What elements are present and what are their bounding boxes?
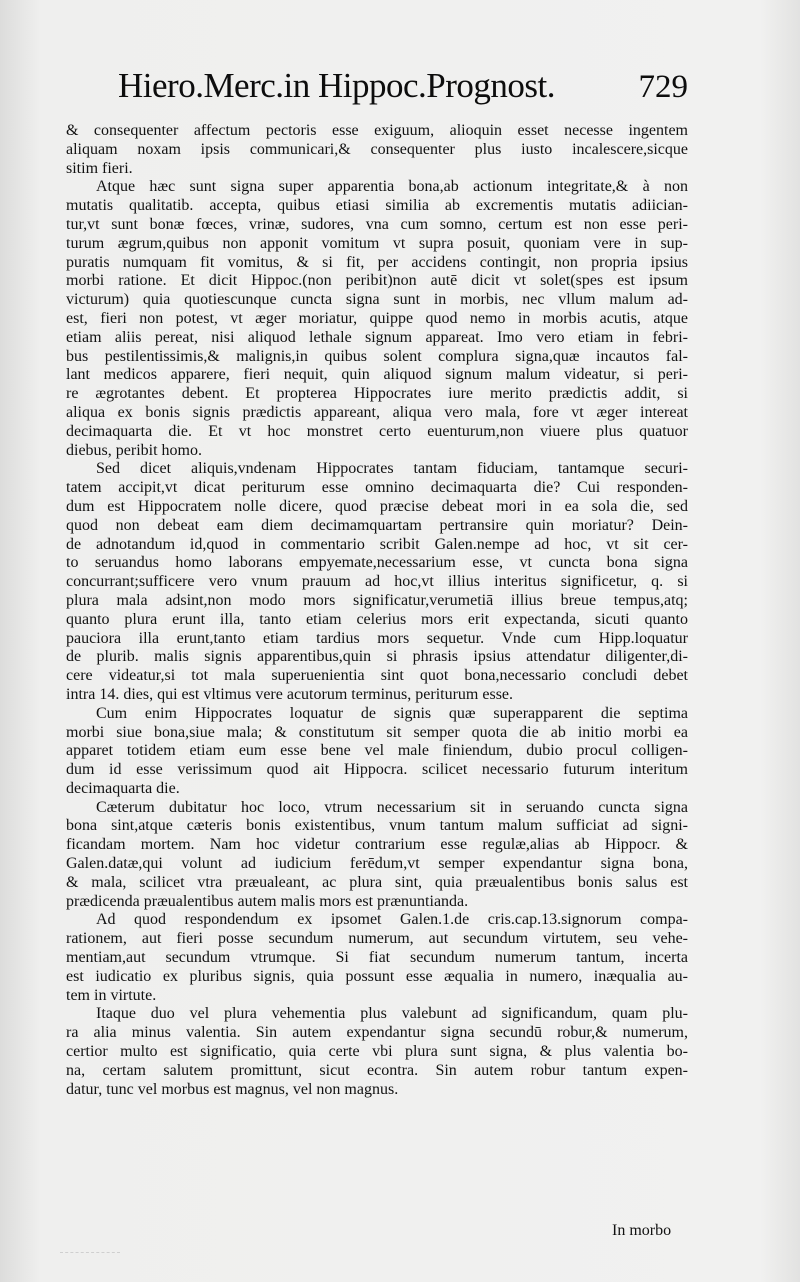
text-line: pauciora illa erunt,tanto etiam tardius mors sequetur. Vnde cum Hipp.loquatur <box>66 629 688 647</box>
text-line: quod non debeat eam diem decimamquartam pertransire quin moriatur? Dein- <box>66 516 688 534</box>
text-line: decimaquarta die. Et vt hoc monstret certo euenturum,non viuere plus quatuor <box>66 422 688 440</box>
body-text <box>66 122 688 1099</box>
running-title: Hiero.Merc.in Hippoc.Prognost. <box>118 66 556 105</box>
text-line: tur,vt sunt bonæ fœces, vrinæ, sudores, vna cum somno, certum est non esse peri- <box>66 215 688 233</box>
text-line: to seruandus homo laborans empyemate,necessarium esse, vt cuncta bona signa <box>66 554 688 572</box>
text-line: Galen.datæ,qui volunt ad iudicium ferēdum,vt semper expendantur signa bona, <box>66 855 688 873</box>
catchword: In morbo <box>612 1222 672 1239</box>
page-number: 729 <box>638 69 688 105</box>
text-line: plura mala adsint,non modo mors significatur,verumetiā illius breue tempus,atq; <box>66 591 688 609</box>
text-line: apparet totidem etiam eum esse bene vel male finiendum, dubio procul colligen- <box>66 742 688 760</box>
text-line: datur, tunc vel morbus est magnus, vel non magnus. <box>66 1080 399 1098</box>
text-line: de adnotandum id,quod in commentario scribit Galen.nempe ad hoc, vt sit cer- <box>66 535 688 553</box>
text-line: morbi ratione. Et dicit Hippoc.(non peribit)non autē dicit vt solet(spes est ipsum <box>66 272 688 290</box>
text-line: puratis numquam fit vomitus, & si fit, per accidens contingit, non propria ipsius <box>66 253 688 271</box>
text-line: aliquam noxam ipsis communicari,& consequenter plus iusto incalescere,sicque <box>66 140 688 158</box>
text-line: sitim fieri. <box>66 159 133 177</box>
text-line: dum est Hippocratem nolle dicere, quod præcise debeat mori in ea sola die, sed <box>66 497 688 515</box>
text-line: turum ægrum,quibus non apponit vomitum vt supra posuit, quoniam vere in sup- <box>66 234 688 252</box>
text-line: ra alia minus valentia. Sin autem expendantur signa secundū robur,& numerum, <box>66 1024 688 1042</box>
text-line: mentiam,aut secundum vtrumque. Si fiat secundum numerum tantum, incerta <box>66 949 688 967</box>
text-line: na, certam salutem promittunt, sicut econtra. Sin autem robur tantum expen- <box>66 1061 688 1079</box>
text-line: prædicenda præualentibus autem malis mors est prænuntianda. <box>66 892 469 910</box>
text-line: certior multo est significatio, quia certe vbi plura sunt signa, & plus valentia bo- <box>66 1043 688 1061</box>
text-line: dum id esse verissimum quod ait Hippocra. scilicet necessario futurum interitum <box>66 761 688 779</box>
text-line: quanto plura erunt illa, tanto etiam celerius mors erit expectanda, sicuti quanto <box>66 610 688 628</box>
text-line: decimaquarta die. <box>66 779 180 797</box>
text-line: diebus, peribit homo. <box>66 441 202 459</box>
text-line: cere videatur,si tot mala superuenientia sint quot bona,necessario concludi debet <box>66 667 688 685</box>
text-line: Atque hæc sunt signa super apparentia bona,ab actionum integritate,& à non <box>96 178 688 196</box>
text-line: intra 14. dies, qui est vltimus vere acutorum terminus, periturum esse. <box>66 685 514 703</box>
text-line: victurum) quia quotiescunque cuncta signa sunt in morbis, nec vllum malum ad- <box>66 291 688 309</box>
text-line: etiam aliis pereat, nisi aliquod lethale signum appareat. Imo vero etiam in febri- <box>66 328 688 346</box>
page-smudge <box>60 1232 120 1253</box>
text-line: concurrant;sufficere vero vnum prauum ad hoc,vt illius interitus significetur, q. si <box>66 573 688 591</box>
text-line: est, fieri non potest, vt æger moriatur, quippe quod nemo in morbis acutis, atque <box>66 309 688 327</box>
text-line: tatem accipit,vt dicat periturum esse omnino decimaquarta die? Cui responden- <box>66 479 688 497</box>
text-line: tem in virtute. <box>66 986 157 1004</box>
text-line: est iudicatio ex pluribus signis, quia possunt esse æqualia in numero, inæqualia au- <box>66 967 688 985</box>
text-line: bus pestilentissimis,& malignis,in quibus solent complura signa,quæ incautos fal- <box>66 347 688 365</box>
text-line: mutatis qualitatib. accepta, quibus etiasi similia ab excrementis mutatis adiician- <box>66 197 688 215</box>
text-line: Sed dicet aliquis,vndenam Hippocrates tantam fiduciam, tantamque securi- <box>96 460 688 478</box>
running-header <box>118 66 688 116</box>
text-line: & consequenter affectum pectoris esse exiguum, alioquin esset necesse ingentem <box>66 122 688 139</box>
text-line: ficandam mortem. Nam hoc videtur contrarium esse regulæ,alias ab Hippocr. & <box>66 836 688 854</box>
text-line: de plurib. malis signis apparentibus,quin si phrasis ipsius attendatur diligenter,di- <box>66 648 688 666</box>
text-line: re ægrotantes debent. Et propterea Hippocrates iure merito prædictis addit, si <box>66 385 688 403</box>
text-line: morbi siue bona,siue mala; & constitutum sit semper quota die ab initio morbi ea <box>66 723 688 741</box>
text-line: Ad quod respondendum ex ipsomet Galen.1.de cris.cap.13.signorum compa- <box>96 911 688 929</box>
text-line: Cæterum dubitatur hoc loco, vtrum necessarium sit in seruando cuncta signa <box>96 798 688 816</box>
text-line: bona sint,atque cæteris bonis existentibus, vnum tantum malum sufficiat ad signi- <box>66 817 688 835</box>
text-line: & mala, scilicet vtra præualeant, ac plura sint, quia præualentibus bonis salus est <box>66 873 688 891</box>
text-line: rationem, aut fieri posse secundum numerum, aut secundum virtutem, seu vehe- <box>66 930 688 948</box>
text-line: Itaque duo vel plura vehementia plus valebunt ad significandum, quam plu- <box>96 1005 688 1023</box>
text-line: lant medicos apparere, fieri nequit, quin aliquod signum malum videatur, si peri- <box>66 366 688 384</box>
text-line: Cum enim Hippocrates loquatur de signis quæ superapparent die septima <box>96 704 688 722</box>
text-line: aliqua ex bonis signis prædictis appareant, aliqua vero mala, fore vt æger intereat <box>66 403 688 421</box>
